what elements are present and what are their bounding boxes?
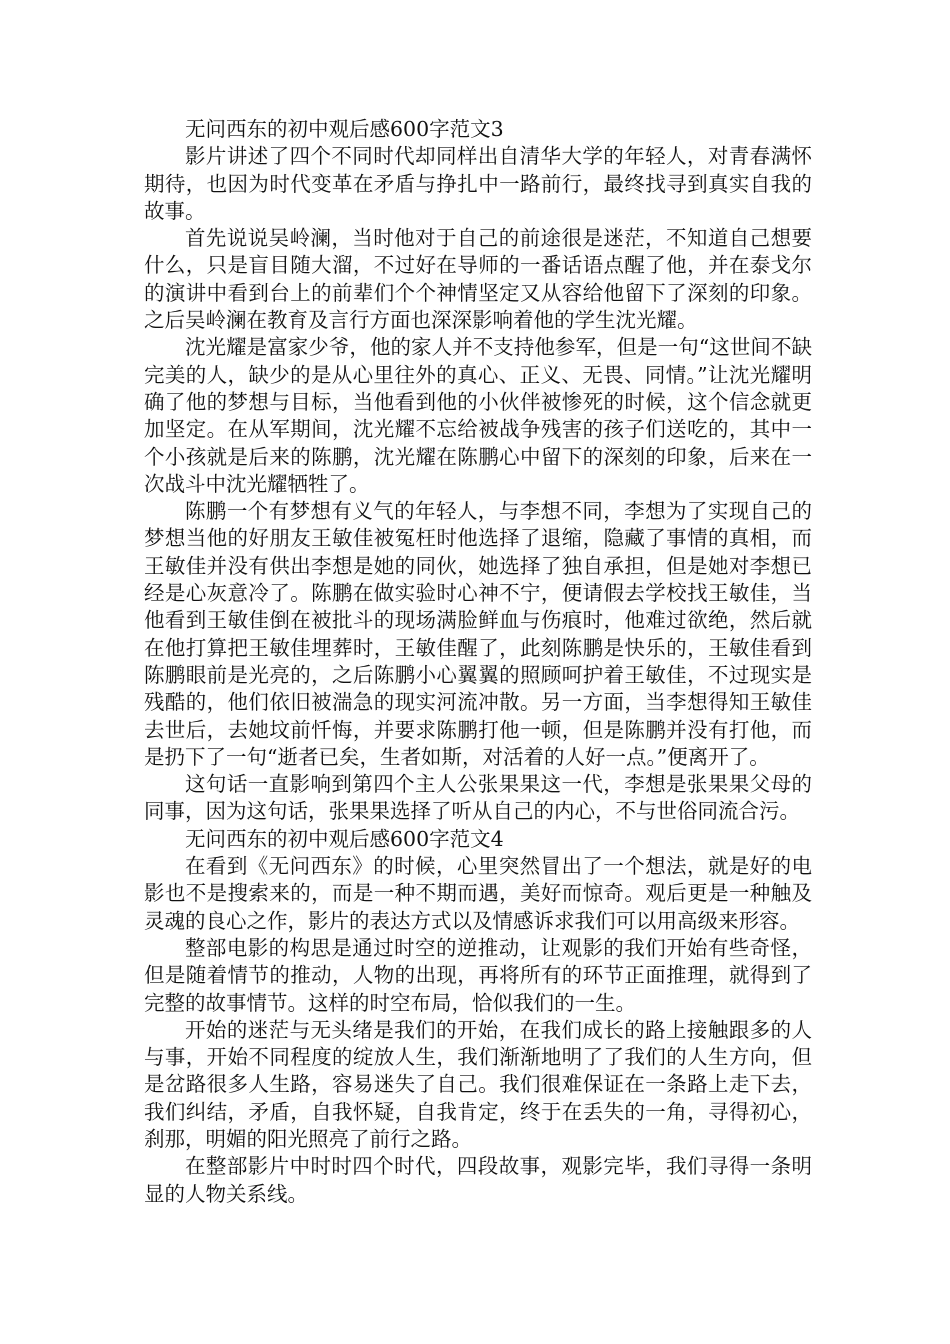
- essay-title-3: 无问西东的初中观后感600字范文3: [185, 117, 504, 141]
- paragraph-conclusion: 在整部影片中时时四个时代，四段故事，观影完毕，我们寻得一条明显的人物关系线。: [144, 1154, 812, 1206]
- paragraph-first-impression: 在看到《无问西东》的时候，心里突然冒出了一个想法，就是好的电影也不是搜索来的，而是一种不期而遇，美好而惊奇。观后更是一种触及灵魂的良心之作，影片的表达方式以及情感诉求我们可以用高级来形容。: [144, 854, 812, 933]
- paragraph-structure: 整部电影的构思是通过时空的逆推动，让观影的我们开始有些奇怪，但是随着情节的推动，人物的出现，再将所有的环节正面推理，就得到了完整的故事情节。这样的时空布局，恰似我们的一生。: [144, 935, 812, 1015]
- essay-title-4: 无问西东的初中观后感600字范文4: [185, 826, 504, 851]
- paragraph-zhang-guoguo: 这句话一直影响到第四个主人公张果果这一代，李想是张果果父母的同事，因为这句话，张果果选择了听从自己的内心，不与世俗同流合污。: [144, 772, 812, 824]
- document-body: [144, 116, 812, 1208]
- paragraph-intro: 影片讲述了四个不同时代却同样出自清华大学的年轻人，对青春满怀期待，也因为时代变革在矛盾与挣扎中一路前行，最终找寻到真实自我的故事。: [144, 144, 812, 223]
- paragraph-shen-guangyao: 沈光耀是富家少爷，他的家人并不支持他参军，但是一句“这世间不缺完美的人，缺少的是从心里往外的真心、正义、无畏、同情。”让沈光耀明确了他的梦想与目标，当他看到他的小伙伴被惨死的时候，这个信念就更加坚定。在从军期间，沈光耀不忘给被战争残害的孩子们送吃的，其中一个小孩就是后来的陈鹏，沈光耀在陈鹏心中留下的深刻的印象，后来在一次战斗中沈光耀牺牲了。: [144, 335, 812, 496]
- paragraph-wu-lingnan: 首先说说吴岭澜，当时他对于自己的前途很是迷茫，不知道自己想要什么，只是盲目随大溜，不过好在导师的一番话语点醒了他，并在泰戈尔的演讲中看到台上的前辈们个个神情坚定又从容给他留下了深刻的印象。之后吴岭澜在教育及言行方面也深深影响着他的学生沈光耀。: [144, 226, 812, 333]
- paragraph-chen-peng: 陈鹏一个有梦想有义气的年轻人，与李想不同，李想为了实现自己的梦想当他的好朋友王敏佳被冤枉时他选择了退缩，隐藏了事情的真相，而王敏佳并没有供出李想是她的同伙，她选择了独自承担，但是她对李想已经是心灰意冷了。陈鹏在做实验时心神不宁，便请假去学校找王敏佳，当他看到王敏佳倒在被批斗的现场满脸鲜血与伤痕时，他难过欲绝，然后就在他打算把王敏佳埋葬时，王敏佳醒了，此刻陈鹏是快乐的，王敏佳看到陈鹏眼前是光亮的，之后陈鹏小心翼翼的照顾呵护着王敏佳，不过现实是残酷的，他们依旧被湍急的现实河流冲散。另一方面，当李想得知王敏佳去世后，去她坟前忏悔，并要求陈鹏打他一顿，但是陈鹏并没有打他，而是扔下了一句“逝者已矣，生者如斯，对活着的人好一点。”便离开了。: [144, 499, 812, 769]
- paragraph-growth: 开始的迷茫与无头绪是我们的开始，在我们成长的路上接触跟多的人与事，开始不同程度的绽放人生，我们渐渐地明了了我们的人生方向，但是岔路很多人生路，容易迷失了自己。我们很难保证在一条路上走下去，我们纠结，矛盾，自我怀疑，自我肯定，终于在丢失的一角，寻得初心，刹那，明媚的阳光照亮了前行之路。: [144, 1017, 812, 1151]
